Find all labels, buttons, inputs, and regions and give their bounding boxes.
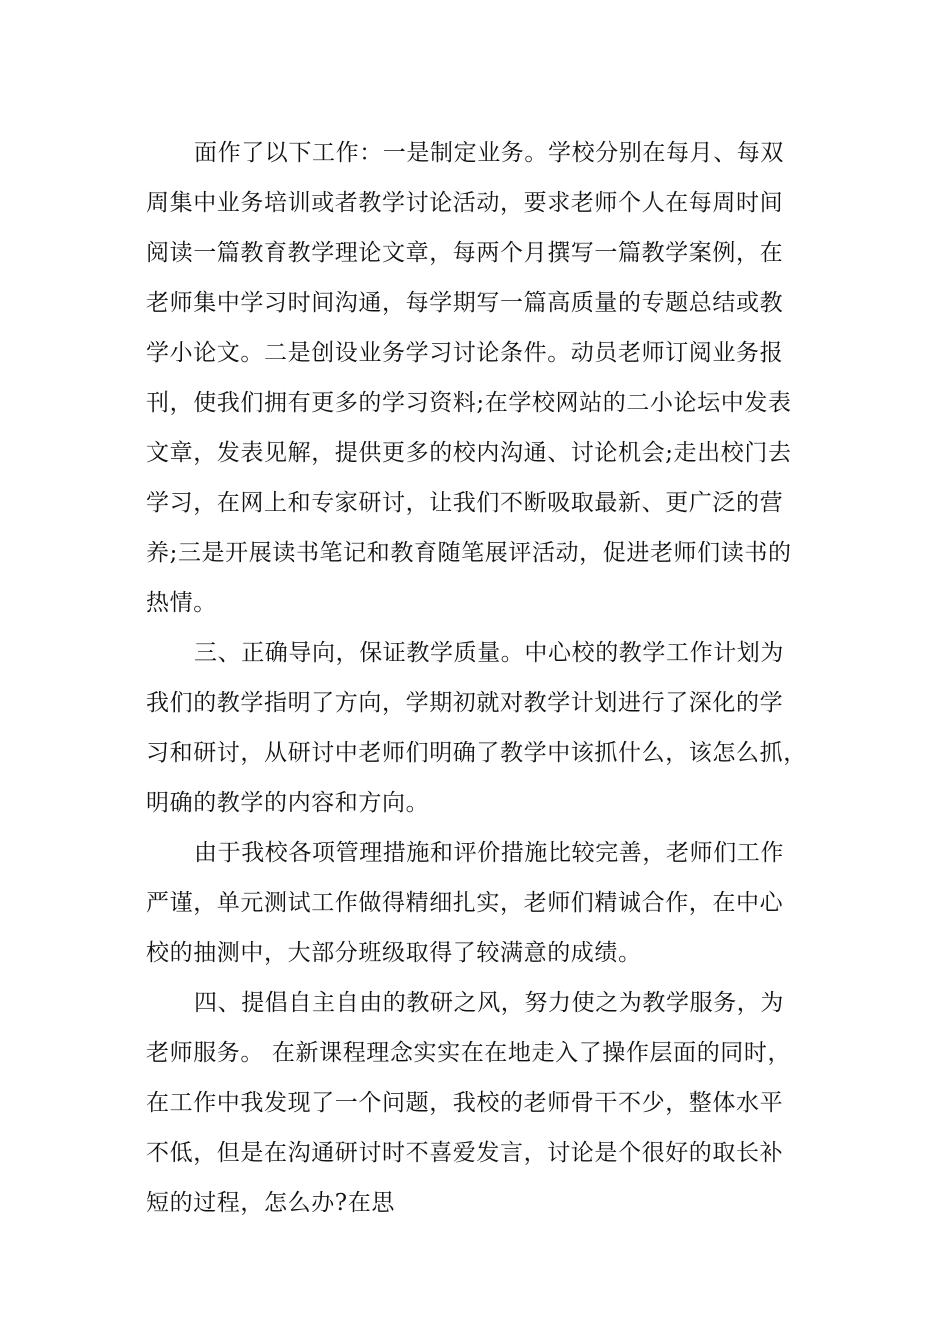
text-line: 短的过程，怎么办?在思 (146, 1190, 395, 1216)
text-line: 校的抽测中，大部分班级取得了较满意的成绩。 (146, 940, 642, 966)
text-line: 周集中业务培训或者教学讨论活动，要求老师个人在每周时间 (146, 190, 784, 216)
text-line: 老师服务。 在新课程理念实实在在地走入了操作层面的同时， (146, 1040, 792, 1066)
text-line: 四、提倡自主自由的教研之风，努力使之为教学服务，为 (194, 990, 784, 1016)
text-line: 热情。 (146, 590, 217, 616)
text-line: 严谨，单元测试工作做得精细扎实，老师们精诚合作，在中心 (146, 890, 784, 916)
text-line: 不低，但是在沟通研讨时不喜爱发言，讨论是个很好的取长补 (146, 1140, 784, 1166)
text-line: 老师集中学习时间沟通，每学期写一篇高质量的专题总结或教 (146, 290, 784, 316)
text-line: 明确的教学的内容和方向。 (146, 790, 430, 816)
text-line: 习和研讨，从研讨中老师们明确了教学中该抓什么，该怎么抓， (146, 740, 807, 766)
text-line: 我们的教学指明了方向，学期初就对教学计划进行了深化的学 (146, 690, 784, 716)
text-line: 文章，发表见解，提供更多的校内沟通、讨论机会;走出校门去 (146, 440, 792, 466)
text-line: 刊，使我们拥有更多的学习资料;在学校网站的二小论坛中发表 (146, 390, 792, 416)
text-line: 养;三是开展读书笔记和教育随笔展评活动，促进老师们读书的 (146, 540, 792, 566)
text-line: 阅读一篇教育教学理论文章，每两个月撰写一篇教学案例，在 (146, 240, 784, 266)
text-line: 在工作中我发现了一个问题，我校的老师骨干不少，整体水平 (146, 1090, 784, 1116)
text-line: 由于我校各项管理措施和评价措施比较完善，老师们工作 (194, 840, 784, 866)
text-line: 三、正确导向，保证教学质量。中心校的教学工作计划为 (194, 640, 784, 666)
text-line: 学习，在网上和专家研讨，让我们不断吸取最新、更广泛的营 (146, 490, 784, 516)
text-line: 面作了以下工作：一是制定业务。学校分别在每月、每双 (194, 140, 784, 166)
text-line: 学小论文。二是创设业务学习讨论条件。动员老师订阅业务报 (146, 340, 784, 366)
